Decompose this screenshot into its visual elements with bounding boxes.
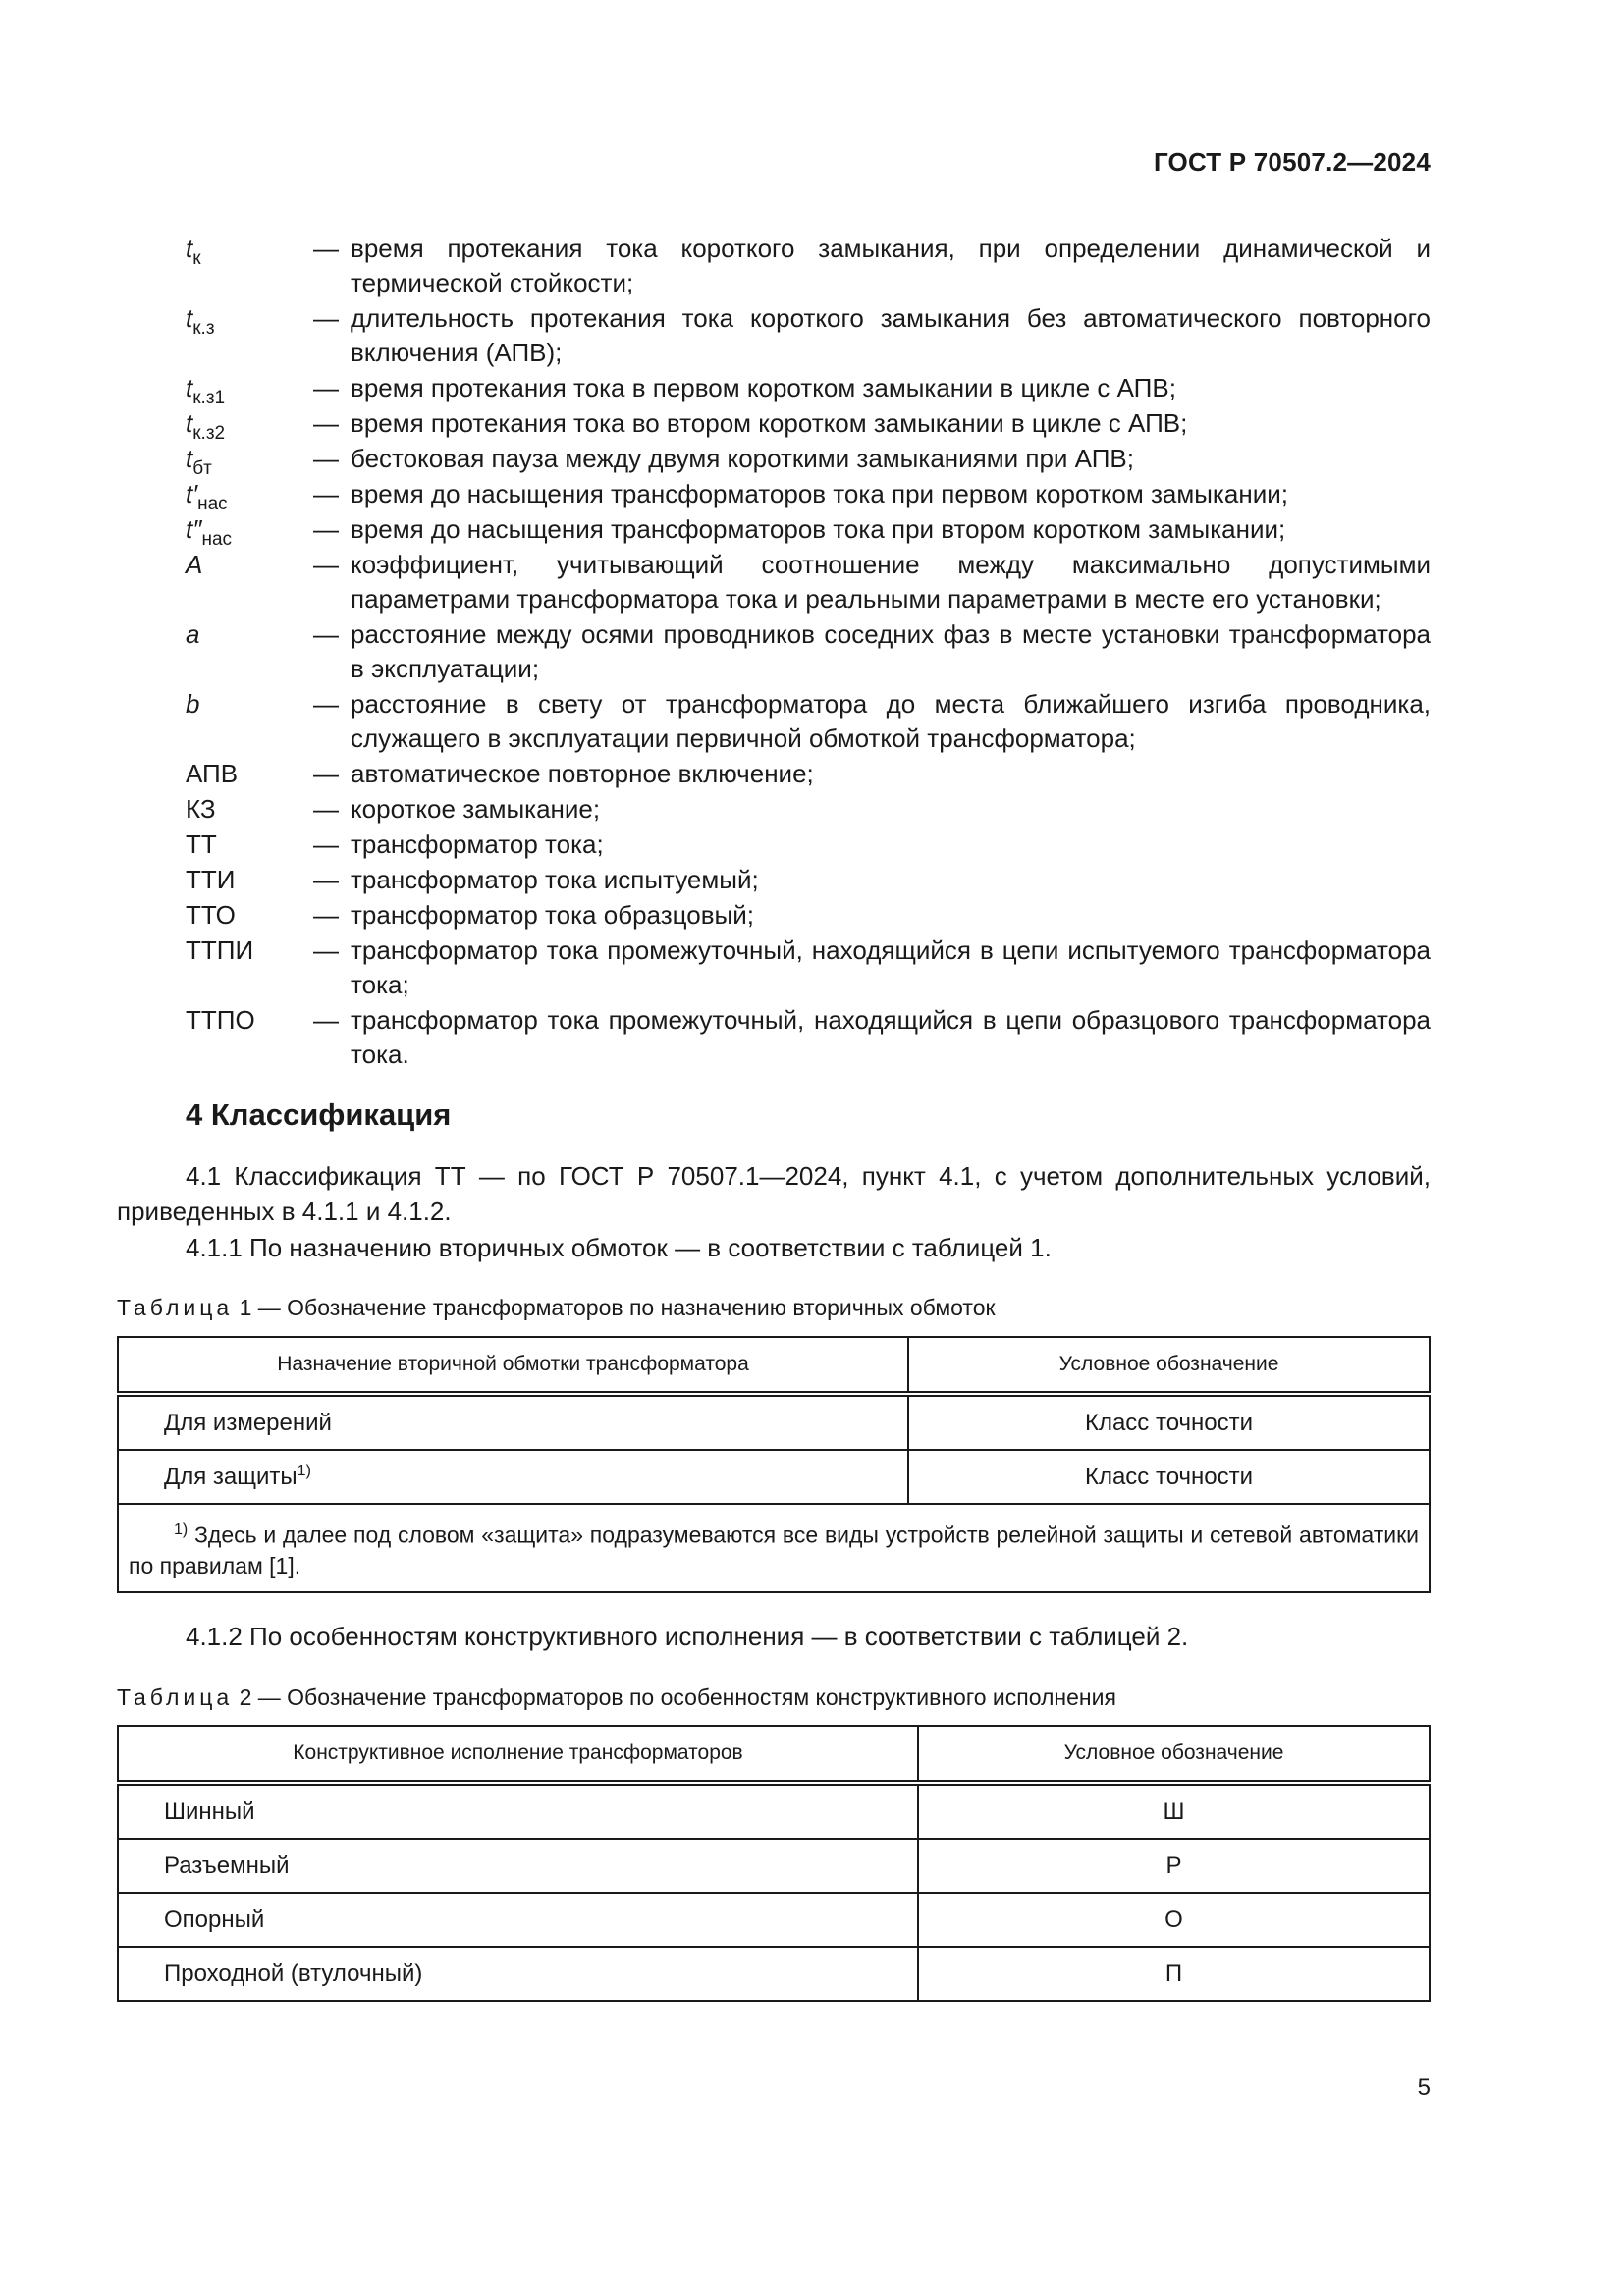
table-row <box>118 1893 1430 1947</box>
definition-dash: — <box>313 303 339 333</box>
definition-symbol: КЗ <box>186 794 216 824</box>
table1 <box>117 1336 1431 1593</box>
table-cell: Р <box>918 1839 1430 1893</box>
definition-symbol: $t_к$ <box>186 234 201 269</box>
definition-item <box>186 757 1431 791</box>
table-row <box>118 1450 1430 1504</box>
definition-item <box>186 1003 1431 1072</box>
table-row <box>118 1394 1430 1450</box>
definition-item <box>186 442 1431 479</box>
definition-dash: — <box>313 829 339 859</box>
definition-text: время протекания тока в первом коротком замыкании в цикле с АПВ; <box>351 373 1176 402</box>
definition-item <box>186 548 1431 616</box>
table1-header-cell: Условное обозначение <box>908 1337 1430 1394</box>
definition-item <box>186 477 1431 514</box>
definition-symbol: ТТПО <box>186 1005 255 1035</box>
definition-item <box>186 232 1431 300</box>
definition-item <box>186 301 1431 370</box>
definition-symbol: a <box>186 619 200 649</box>
table1-header-cell: Назначение вторичной обмотки трансформатора <box>118 1337 908 1394</box>
table-cell: Опорный <box>118 1893 918 1947</box>
definition-dash: — <box>313 479 339 508</box>
definition-text: длительность протекания тока короткого замыкания без автоматического повторного включения (АПВ); <box>351 303 1431 367</box>
table2-caption: Таблица 2 — Обозначение трансформаторов по особенностям конструктивного исполнения <box>117 1684 1116 1710</box>
definition-text: трансформатор тока образцовый; <box>351 900 754 930</box>
definition-dash: — <box>313 900 339 930</box>
table-row <box>118 1839 1430 1893</box>
table-cell: Разъемный <box>118 1839 918 1893</box>
definition-text: трансформатор тока испытуемый; <box>351 865 759 894</box>
definition-dash: — <box>313 935 339 965</box>
table1-header-row <box>118 1337 1430 1394</box>
definition-symbol: $t''_{нас}$ <box>186 514 233 550</box>
table-row <box>118 1947 1430 2001</box>
definition-text: время протекания тока во втором коротком замыкании в цикле с АПВ; <box>351 408 1188 438</box>
definition-symbol: ТТО <box>186 900 236 930</box>
table2 <box>117 1725 1431 2002</box>
paragraph-4-1-2: 4.1.2 По особенностям конструктивного исполнения — в соответствии с таблицей 2. <box>186 1622 1189 1651</box>
definition-symbol: $t_{к.з1}$ <box>186 373 226 408</box>
paragraph-4-1-1: 4.1.1 По назначению вторичных обмоток — в соответствии с таблицей 1. <box>186 1233 1052 1262</box>
definition-symbol: АПВ <box>186 759 239 788</box>
definition-dash: — <box>313 689 339 719</box>
definition-item <box>186 406 1431 444</box>
table1-footnote: $^{1)}$ Здесь и далее под словом «защита» подразумеваются все виды устройств релейной защиты и сетевой автоматики по правилам [1]. <box>118 1504 1430 1592</box>
definition-text: время до насыщения трансформаторов тока при втором коротком замыкании; <box>351 514 1286 544</box>
table-cell: О <box>918 1893 1430 1947</box>
table2-header-row <box>118 1726 1430 1783</box>
table2-header-cell: Конструктивное исполнение трансформаторов <box>118 1726 918 1783</box>
table1-caption: Таблица 1 — Обозначение трансформаторов по назначению вторичных обмоток <box>117 1295 996 1320</box>
definition-dash: — <box>313 408 339 438</box>
definition-dash: — <box>313 865 339 894</box>
definition-text: время протекания тока короткого замыкания, при определении динамической и термической стойкости; <box>351 234 1431 297</box>
table-cell: Класс точности <box>908 1450 1430 1504</box>
definition-item <box>186 828 1431 862</box>
definition-symbol: $t_{к.з}$ <box>186 303 215 339</box>
definition-symbol: $t_{к.з2}$ <box>186 408 226 444</box>
table2-header-cell: Условное обозначение <box>918 1726 1430 1783</box>
footnote-ref: 1) <box>297 1463 311 1479</box>
definition-symbol: A <box>186 550 203 579</box>
definition-text: трансформатор тока промежуточный, находящийся в цепи образцового трансформатора тока. <box>351 1005 1431 1069</box>
table-cell: Ш <box>918 1783 1430 1839</box>
definition-text: время до насыщения трансформаторов тока при первом коротком замыкании; <box>351 479 1288 508</box>
definition-text: расстояние в свету от трансформатора до места ближайшего изгиба проводника, служащего в эксплуатации первичной обмоткой трансформатора; <box>351 689 1431 753</box>
definition-symbol: ТТПИ <box>186 935 254 965</box>
definition-dash: — <box>313 234 339 263</box>
definition-dash: — <box>313 514 339 544</box>
table-cell: Для измерений <box>118 1394 908 1450</box>
definition-item <box>186 863 1431 897</box>
table1-footnote-row <box>118 1504 1430 1592</box>
table-cell: Проходной (втулочный) <box>118 1947 918 2001</box>
definition-symbol: ТТИ <box>186 865 236 894</box>
definition-dash: — <box>313 444 339 473</box>
table-cell: Для защиты$^{1)}$ <box>118 1450 908 1504</box>
definition-symbol: ТТ <box>186 829 217 859</box>
page-number: 5 <box>1417 2074 1431 2101</box>
definition-dash: — <box>313 550 339 579</box>
section-heading: 4 Классификация <box>186 1097 452 1132</box>
definition-text: бестоковая пауза между двумя короткими замыканиями при АПВ; <box>351 444 1134 473</box>
definition-item <box>186 617 1431 686</box>
definition-symbol: $t_{бт}$ <box>186 444 212 479</box>
definition-text: трансформатор тока промежуточный, находящийся в цепи испытуемого трансформатора тока; <box>351 935 1431 999</box>
table-cell: Класс точности <box>908 1394 1430 1450</box>
definition-text: автоматическое повторное включение; <box>351 759 814 788</box>
definition-item <box>186 371 1431 408</box>
definition-dash: — <box>313 619 339 649</box>
definitions-list <box>186 232 1431 1073</box>
definition-text: коэффициент, учитывающий соотношение между максимально допустимыми параметрами трансформатора тока и реальными параметрами в месте его установки; <box>351 550 1431 614</box>
definition-dash: — <box>313 1005 339 1035</box>
table-cell: Шинный <box>118 1783 918 1839</box>
definition-item <box>186 512 1431 550</box>
definition-dash: — <box>313 794 339 824</box>
definition-text: короткое замыкание; <box>351 794 601 824</box>
definition-text: трансформатор тока; <box>351 829 604 859</box>
definition-text: расстояние между осями проводников соседних фаз в месте установки трансформатора в эксплуатации; <box>351 619 1431 683</box>
definition-item <box>186 792 1431 827</box>
definition-dash: — <box>313 759 339 788</box>
paragraph-4-1: 4.1 Классификация ТТ — по ГОСТ Р 70507.1—2024, пункт 4.1, с учетом дополнительных условий, приведенных в 4.1.1 и 4.1.2. <box>117 1161 1431 1226</box>
definition-item <box>186 898 1431 933</box>
definition-symbol: b <box>186 689 200 719</box>
table-row <box>118 1783 1430 1839</box>
definition-symbol: $t'_{нас}$ <box>186 479 228 514</box>
definition-item <box>186 687 1431 756</box>
document-code-header: ГОСТ Р 70507.2—2024 <box>1153 147 1431 177</box>
table-cell: П <box>918 1947 1430 2001</box>
definition-item <box>186 934 1431 1002</box>
definition-dash: — <box>313 373 339 402</box>
